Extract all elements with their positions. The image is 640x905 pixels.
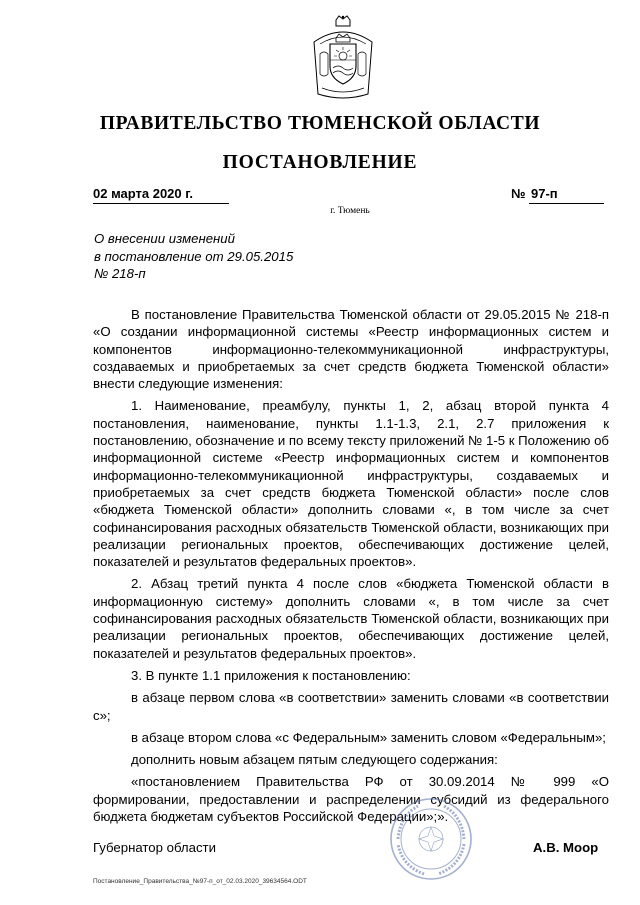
body-paragraph: В постановление Правительства Тюменской области от 29.05.2015 № 218-п «О создании информационной системы «Реестр информационных систем и компонентов информационно-телекоммуникационной инфраструктуры, создаваемых и приобретаемых за счет средств бюджета Тюменской области» внести следующие изменения: (93, 307, 609, 392)
document-type-title: ПОСТАНОВЛЕНИЕ (222, 152, 418, 173)
body-paragraph: «постановлением Правительства РФ от 30.09.2014 № 999 «О формировании, предоставлении и распределении субсидий из федерального бюджета бюджетам субъектов Российской Федерации»;». (93, 774, 609, 825)
subject-line: О внесении изменений (94, 231, 235, 246)
document-number: 97-п (529, 186, 604, 204)
file-name-footer: Постановление_Правительства_№97-п_от_02.03.2020_39634564.ODT (93, 878, 307, 885)
body-paragraph: в абзаце первом слова «в соответствии» заменить словами «в соответствии с»; (93, 690, 609, 723)
body-paragraph: 2. Абзац третий пункта 4 после слов «бюджета Тюменской области в информационную систему» дополнить словами «, в том числе за счет софинансирования расходных обязательств Тюменской области, возникающих при реализации региональных проектов, обеспечивающих достижение целей, показателей и результатов федеральных проектов». (93, 576, 609, 661)
body-paragraph: 3. В пункте 1.1 приложения к постановлению: (131, 667, 411, 683)
signatory-name: А.В. Моор (533, 840, 599, 855)
subject-line: в постановление от 29.05.2015 (94, 248, 294, 264)
document-number-label: № (511, 186, 526, 201)
coat-of-arms-icon (306, 14, 380, 106)
document-city: г. Тюмень (330, 206, 370, 216)
document-date: 02 марта 2020 г. (93, 186, 229, 204)
subject-line: № 218-п (94, 266, 146, 281)
document-subject (94, 230, 293, 283)
body-paragraph: в абзаце втором слова «с Федеральным» заменить словом «Федеральным»; (131, 729, 606, 745)
official-stamp (388, 796, 474, 882)
body-paragraph: 1. Наименование, преамбулу, пункты 1, 2, абзац второй пункта 4 постановления, наименование, пункты 1.1-1.3, 2.1, 2.7 приложения к постановлению, обозначение и по всему тексту приложений № 1-5 к Положению об информационной системе «Реестр информационных систем и компонентов информационно-телекоммуникационной инфраструктуры, создаваемых и приобретаемых за счет средств бюджета Тюменской области» после слов «бюджета Тюменской области» дополнить словами «, в том числе за счет софинансирования расходных обязательств Тюменской области, возникающих при реализации региональных проектов, обеспечивающих достижение целей, показателей и результатов федеральных проектов». (93, 398, 609, 570)
body-paragraph: дополнить новым абзацем пятым следующего содержания: (131, 752, 498, 768)
organization-title: ПРАВИТЕЛЬСТВО ТЮМЕНСКОЙ ОБЛАСТИ (99, 113, 541, 134)
document-body (93, 306, 609, 830)
signatory-position: Губернатор области (93, 840, 216, 855)
